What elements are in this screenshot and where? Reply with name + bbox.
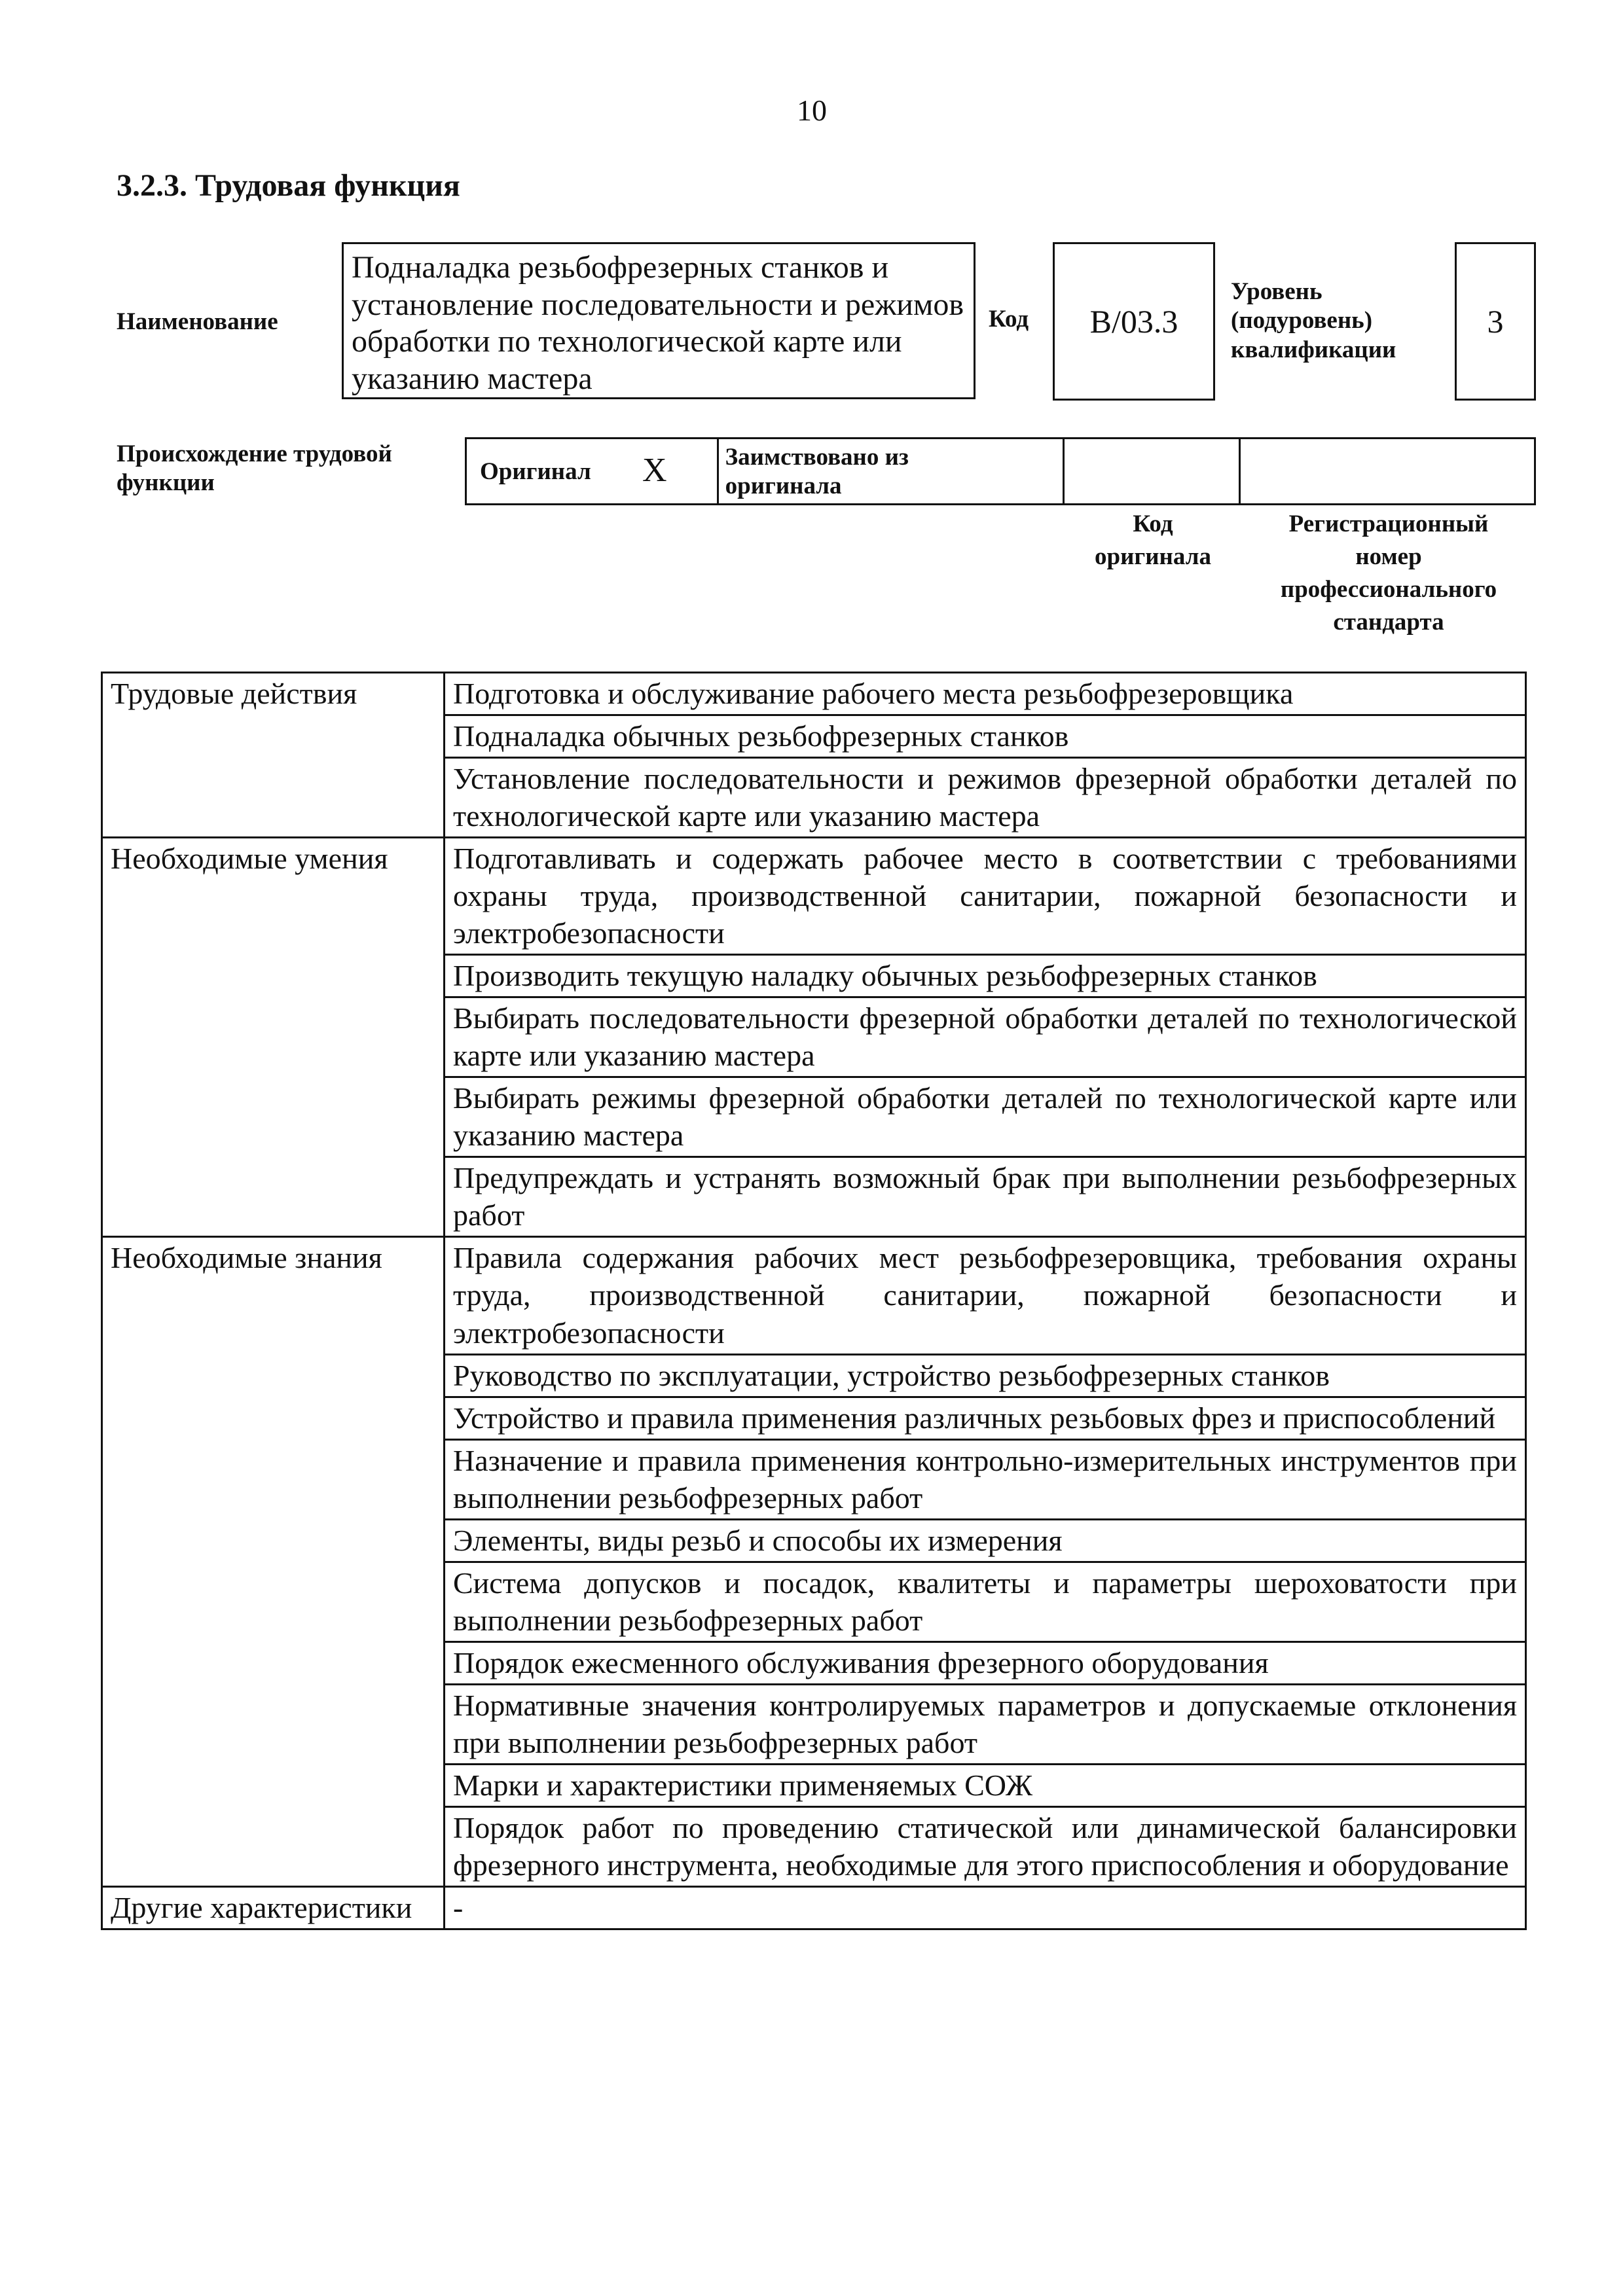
table-cell: Нормативные значения контролируемых параметров и допускаемые отклонения при выполнении резьбофрезерных работ bbox=[445, 1684, 1526, 1764]
level-label-line: квалификации bbox=[1231, 336, 1396, 363]
table-cell: Подготовка и обслуживание рабочего места резьбофрезеровщика bbox=[445, 673, 1526, 715]
category-cell: Необходимые знания bbox=[102, 1237, 445, 1887]
code-original-line: Код bbox=[1133, 511, 1173, 537]
original-label: Оригинал bbox=[480, 457, 591, 485]
labor-function-table bbox=[101, 672, 1527, 1930]
origin-label-line: Происхождение трудовой bbox=[117, 440, 392, 467]
borrowed-cell bbox=[719, 439, 1065, 503]
table-cell: Порядок ежесменного обслуживания фрезерного оборудования bbox=[445, 1641, 1526, 1684]
table-cell: Система допусков и посадок, квалитеты и параметры шероховатости при выполнении резьбофрезерных работ bbox=[445, 1562, 1526, 1641]
section-heading: 3.2.3. Трудовая функция bbox=[117, 168, 460, 203]
table-cell: - bbox=[445, 1886, 1526, 1929]
original-cell bbox=[467, 439, 719, 503]
name-label: Наименование bbox=[117, 308, 278, 335]
category-cell: Другие характеристики bbox=[102, 1886, 445, 1929]
reg-number-line: стандарта bbox=[1333, 608, 1444, 636]
table-cell: Выбирать последовательности фрезерной обработки деталей по технологической карте или указанию мастера bbox=[445, 997, 1526, 1077]
reg-number-line: номер bbox=[1355, 543, 1422, 570]
table-cell: Подналадка обычных резьбофрезерных станков bbox=[445, 715, 1526, 758]
level-value-box: 3 bbox=[1455, 242, 1536, 401]
code-original-line: оригинала bbox=[1095, 543, 1211, 570]
table-row bbox=[102, 1886, 1526, 1929]
table-cell: Правила содержания рабочих мест резьбофрезеровщика, требования охраны труда, производственной санитарии, пожарной безопасности и электробезопасности bbox=[445, 1237, 1526, 1354]
table-cell: Предупреждать и устранять возможный брак при выполнении резьбофрезерных работ bbox=[445, 1157, 1526, 1237]
level-label-line: (подуровень) bbox=[1231, 307, 1373, 334]
table-cell: Марки и характеристики применяемых СОЖ bbox=[445, 1764, 1526, 1806]
table-cell: Подготавливать и содержать рабочее место в соответствии с требованиями охраны труда, производственной санитарии, пожарной безопасности и электробезопасности bbox=[445, 838, 1526, 955]
table-cell: Назначение и правила применения контрольно-измерительных инструментов при выполнении резьбофрезерных работ bbox=[445, 1439, 1526, 1519]
table-cell: Выбирать режимы фрезерной обработки деталей по технологической карте или указанию мастера bbox=[445, 1077, 1526, 1157]
code-value-box: B/03.3 bbox=[1053, 242, 1215, 401]
table-cell: Элементы, виды резьб и способы их измерения bbox=[445, 1519, 1526, 1562]
level-label-line: Уровень bbox=[1231, 278, 1322, 305]
function-name-box: Подналадка резьбофрезерных станков и установление последовательности и режимов обработки по технологической карте или указанию мастера bbox=[342, 242, 976, 399]
category-cell: Необходимые умения bbox=[102, 838, 445, 1237]
level-label bbox=[1231, 278, 1396, 365]
borrowed-label-line: оригинала bbox=[725, 473, 842, 500]
page-number: 10 bbox=[797, 94, 827, 127]
table-cell: Устройство и правила применения различных резьбовых фрез и приспособлений bbox=[445, 1397, 1526, 1439]
code-label: Код bbox=[989, 306, 1029, 332]
original-mark: X bbox=[642, 452, 667, 489]
table-row bbox=[102, 673, 1526, 715]
table-cell: Порядок работ по проведению статической или динамической балансировки фрезерного инструмента, необходимые для этого приспособления и оборудование bbox=[445, 1806, 1526, 1886]
code-original-label bbox=[1065, 508, 1241, 573]
table-row bbox=[102, 838, 1526, 955]
borrowed-label-line: Заимствовано из bbox=[725, 444, 909, 471]
reg-number-cell bbox=[1241, 439, 1534, 503]
table-cell: Руководство по эксплуатации, устройство резьбофрезерных станков bbox=[445, 1354, 1526, 1397]
code-original-cell bbox=[1065, 439, 1241, 503]
origin-label-line: функции bbox=[117, 469, 215, 497]
reg-number-label bbox=[1241, 508, 1536, 639]
table-cell: Установление последовательности и режимов фрезерной обработки деталей по технологической карте или указанию мастера bbox=[445, 758, 1526, 838]
table-cell: Производить текущую наладку обычных резьбофрезерных станков bbox=[445, 955, 1526, 997]
reg-number-line: профессионального bbox=[1280, 575, 1497, 603]
origin-table bbox=[465, 437, 1536, 505]
table-row bbox=[102, 1237, 1526, 1354]
category-cell: Трудовые действия bbox=[102, 673, 445, 838]
reg-number-line: Регистрационный bbox=[1288, 511, 1489, 537]
origin-label bbox=[117, 440, 392, 498]
